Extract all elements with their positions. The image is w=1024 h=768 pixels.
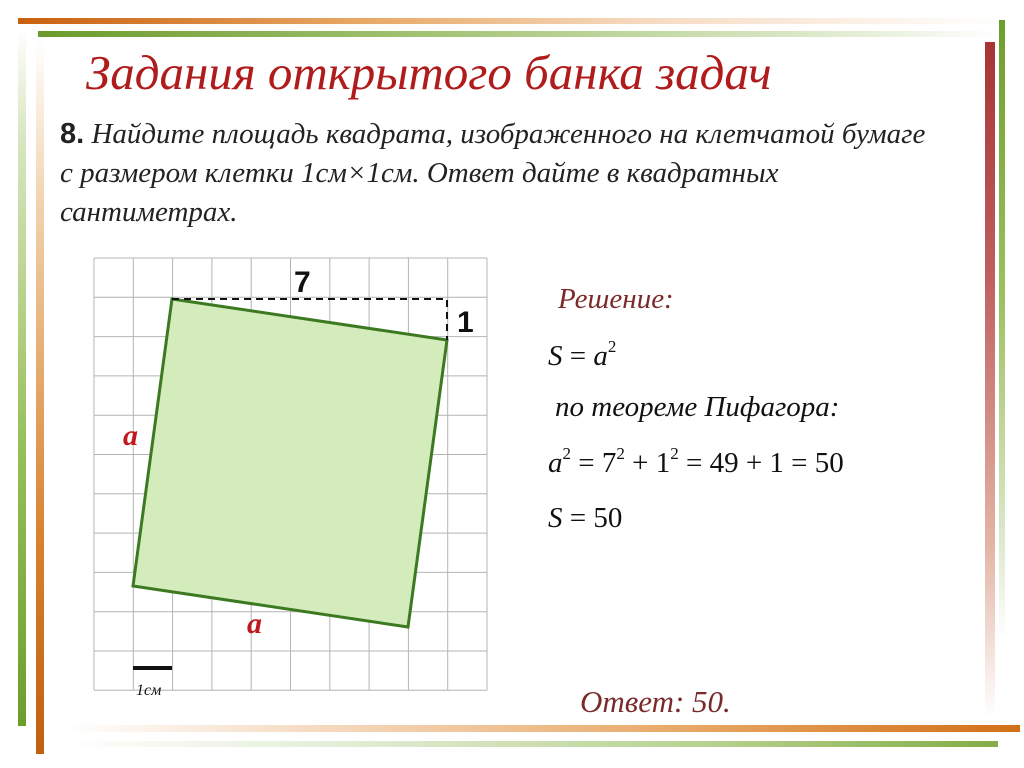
right-green-decor-bar: [999, 20, 1005, 640]
result-formula: [548, 502, 622, 535]
scale-label: 1см: [136, 682, 162, 699]
leg-one: 1: [655, 447, 671, 479]
rotated-square: [133, 299, 447, 627]
top-green-decor-bar: [38, 31, 1000, 37]
top-orange-decor-bar: [18, 18, 1004, 24]
answer-text: Ответ: 50.: [580, 684, 731, 719]
bottom-green-decor-bar: [64, 741, 998, 747]
equals-sign: =: [571, 447, 602, 479]
equals-sign: =: [562, 340, 594, 372]
left-orange-decor-bar: [36, 40, 44, 754]
side-symbol: a: [548, 447, 563, 479]
slide-title: Задания открытого банка задач: [86, 45, 772, 100]
exponent: 2: [670, 444, 679, 463]
problem-text: Найдите площадь квадрата, изображенного на клетчатой бумаге с размером клетки 1см×1см. Ответ дайте в квадратных сантиметрах.: [60, 118, 926, 228]
exponent: 2: [562, 444, 571, 463]
solution-heading: Решение:: [558, 283, 674, 315]
pythagoras-formula: [548, 444, 844, 480]
exponent: 2: [607, 337, 617, 356]
label-side-left: a: [123, 419, 138, 452]
area-symbol: S: [548, 502, 563, 534]
area-formula: [548, 337, 617, 373]
label-top-seven: 7: [294, 266, 311, 299]
left-green-decor-bar: [18, 28, 26, 726]
computation: = 49 + 1 = 50: [678, 447, 844, 479]
theorem-note: по теореме Пифагора:: [555, 391, 840, 423]
side-symbol: a: [593, 340, 608, 372]
bottom-orange-decor-bar: [64, 725, 1020, 732]
problem-number: 8.: [60, 118, 85, 150]
leg-seven: 7: [601, 447, 617, 479]
area-symbol: S: [548, 340, 563, 372]
right-red-decor-bar: [985, 42, 995, 718]
label-right-one: 1: [457, 306, 474, 339]
grid-figure: [80, 248, 500, 718]
exponent: 2: [616, 444, 625, 463]
plus-sign: +: [624, 447, 656, 479]
problem-statement: [60, 115, 940, 232]
label-side-bottom: a: [247, 607, 262, 640]
result-value: = 50: [562, 502, 623, 534]
